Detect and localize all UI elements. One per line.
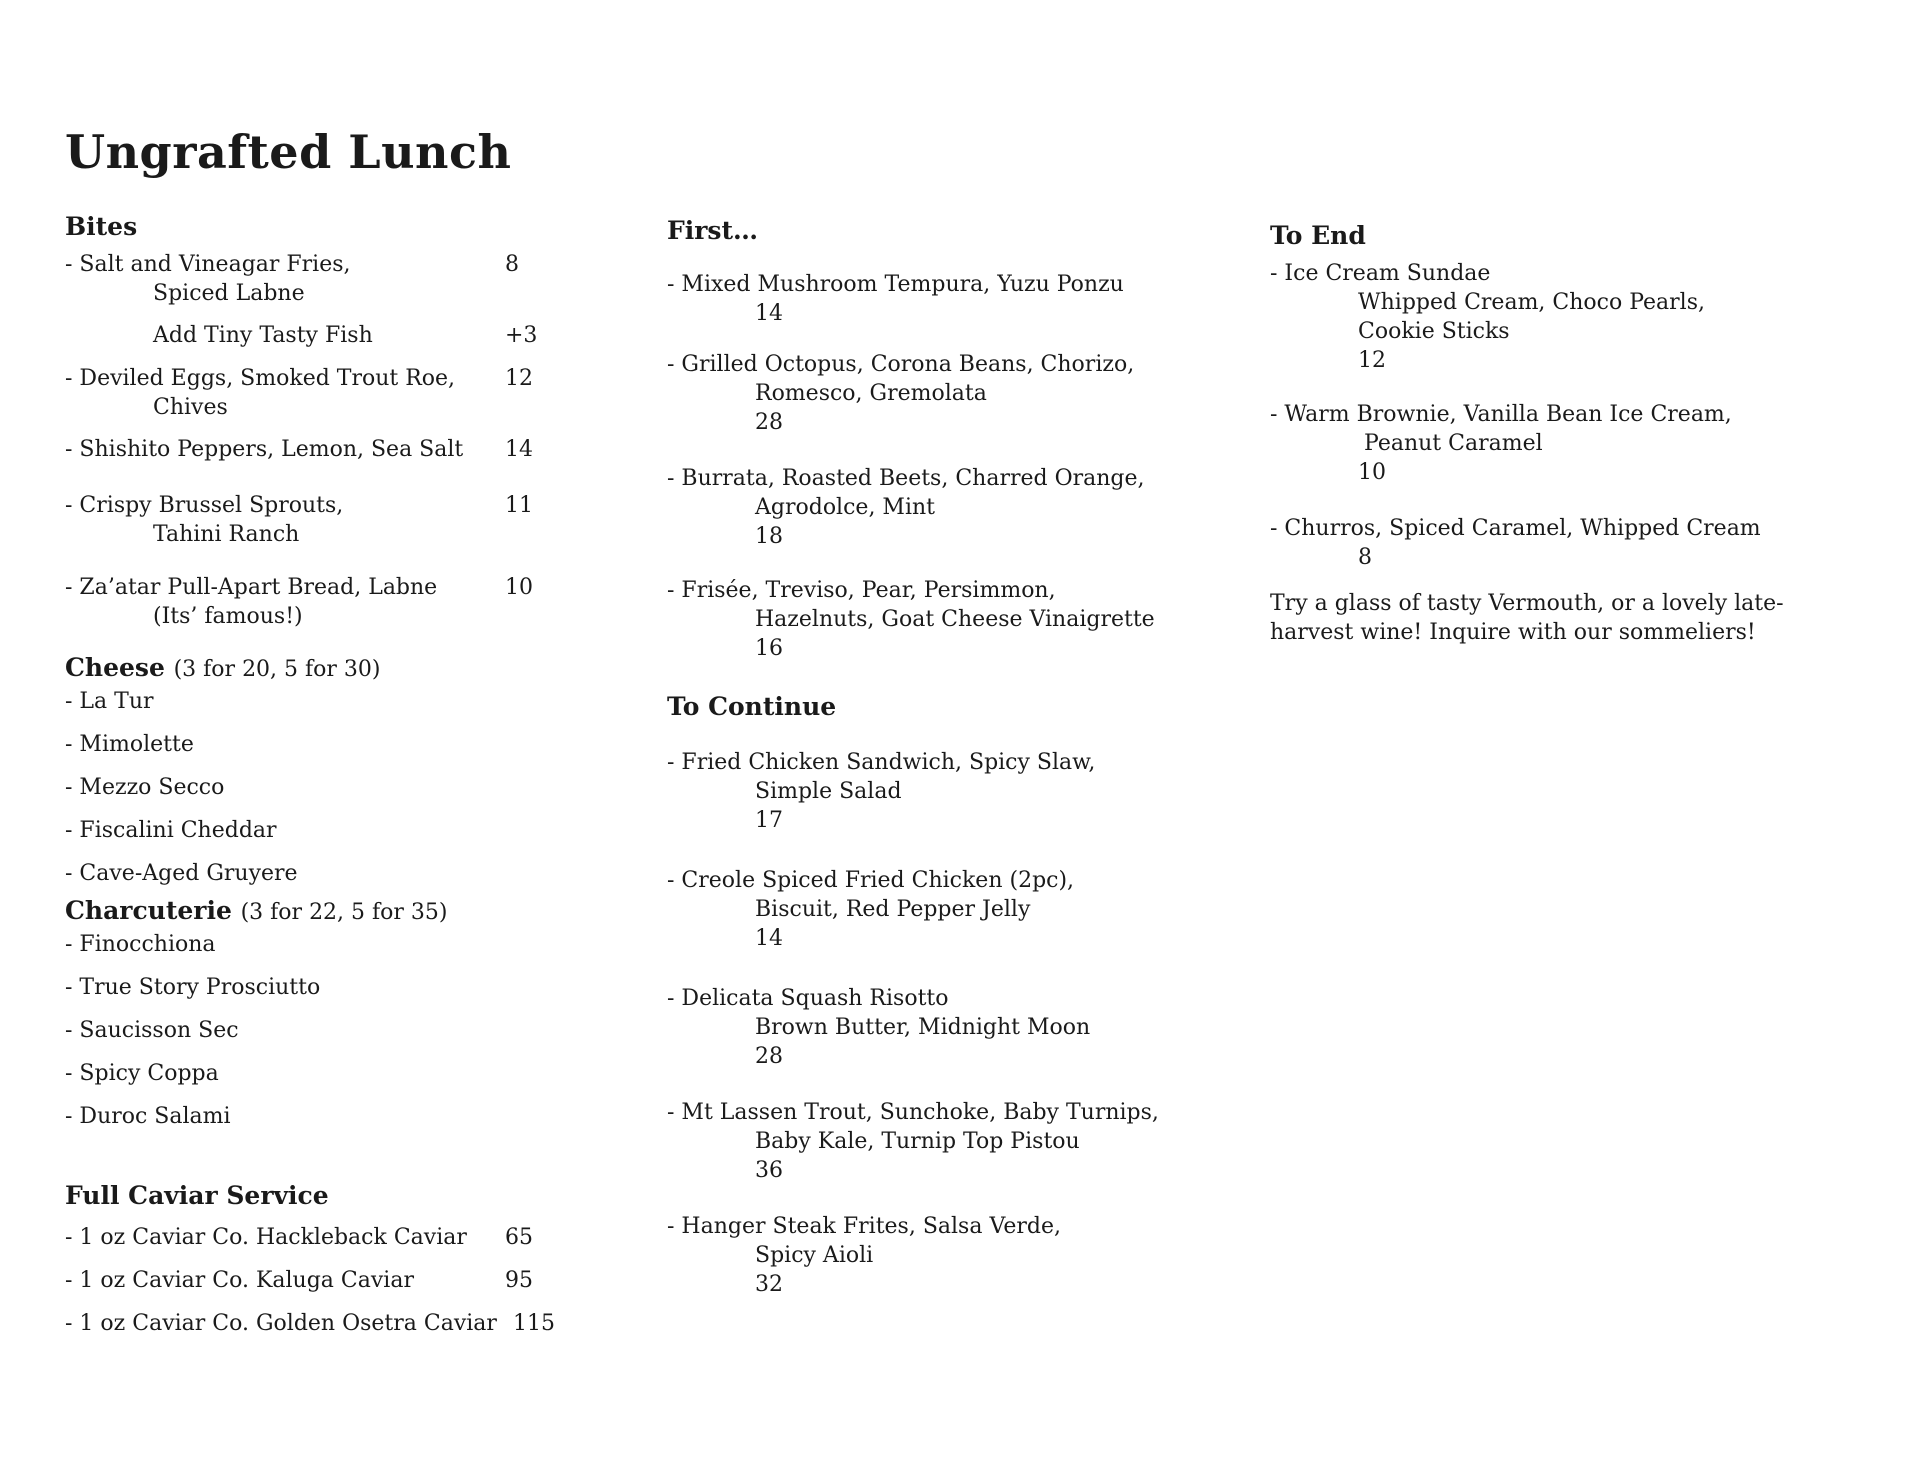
item-detail: Romesco, Gremolata [755,381,987,406]
item-price: 65 [505,1225,533,1250]
item-price: 8 [1358,545,1372,570]
item-detail: Peanut Caramel [1364,431,1543,456]
menu-item [667,1098,1227,1185]
sommelier-note: harvest wine! Inquire with our sommeliers! [1270,620,1756,645]
item-price: 28 [755,410,783,435]
list-item: - Cave-Aged Gruyere [65,861,298,886]
menu-item [667,1212,1227,1299]
item-detail: Cookie Sticks [1358,319,1510,344]
section-heading-continue: To Continue [667,692,837,721]
item-name: - Mixed Mushroom Tempura, Yuzu Ponzu [667,272,1124,297]
section-pricing-note: (3 for 22, 5 for 35) [240,900,448,925]
menu-item [65,573,605,631]
item-price: +3 [505,323,538,348]
item-name: - 1 oz Caviar Co. Hackleback Caviar [65,1225,467,1250]
item-name: - Hanger Steak Frites, Salsa Verde, [667,1214,1061,1239]
item-price: 32 [755,1272,783,1297]
list-item: - Saucisson Sec [65,1018,239,1043]
item-detail: (Its’ famous!) [153,604,303,629]
item-name: - Warm Brownie, Vanilla Bean Ice Cream, [1270,402,1732,427]
item-price: 8 [505,252,519,277]
item-name: - Za’atar Pull-Apart Bread, Labne [65,575,438,600]
menu-item [667,270,1227,328]
item-name: - Frisée, Treviso, Pear, Persimmon, [667,578,1056,603]
section-title: Cheese [65,653,165,682]
item-name: - Deviled Eggs, Smoked Trout Roe, [65,366,456,391]
item-price: 16 [755,636,783,661]
menu-item [667,576,1227,663]
item-price: 17 [755,808,783,833]
menu-item [667,350,1227,437]
list-item: - Spicy Coppa [65,1061,219,1086]
item-price: 14 [505,437,533,462]
menu-item [65,250,605,308]
list-item: - Mimolette [65,732,194,757]
item-name: - 1 oz Caviar Co. Golden Osetra Caviar [65,1311,497,1336]
item-detail: Brown Butter, Midnight Moon [755,1015,1091,1040]
list-item: - Fiscalini Cheddar [65,818,277,843]
list-item: - Mezzo Secco [65,775,225,800]
item-detail: Chives [153,395,228,420]
menu-item [65,491,605,549]
right-column [1270,219,1850,647]
list-item: - La Tur [65,689,154,714]
item-detail: Hazelnuts, Goat Cheese Vinaigrette [755,607,1155,632]
item-addon: Add Tiny Tasty Fish [153,323,373,348]
section-heading-cheese [65,651,605,687]
item-detail: Tahini Ranch [153,522,300,547]
section-heading-bites: Bites [65,212,138,241]
item-name: - Churros, Spiced Caramel, Whipped Cream [1270,516,1761,541]
item-name: - Shishito Peppers, Lemon, Sea Salt [65,437,464,462]
item-detail: Baby Kale, Turnip Top Pistou [755,1129,1080,1154]
item-price: 14 [755,301,783,326]
item-name: - Delicata Squash Risotto [667,986,949,1011]
menu-item [667,984,1227,1071]
menu-item [667,866,1227,953]
left-column [65,210,605,1338]
section-title: Charcuterie [65,896,232,925]
item-price: 12 [1358,348,1386,373]
sommelier-note: Try a glass of tasty Vermouth, or a lovely late- [1270,591,1784,616]
item-detail: Simple Salad [755,779,902,804]
menu-item [65,1266,605,1295]
menu-item [65,1309,605,1338]
item-price: 28 [755,1044,783,1069]
page-title: Ungrafted Lunch [65,125,512,179]
menu-item [65,1223,605,1252]
item-name: - Mt Lassen Trout, Sunchoke, Baby Turnips, [667,1100,1159,1125]
item-price: 18 [755,524,783,549]
item-name: - Crispy Brussel Sprouts, [65,493,344,518]
item-price: 11 [505,493,533,518]
section-heading-charcuterie [65,894,605,930]
menu-item [1270,400,1850,487]
item-name: - Grilled Octopus, Corona Beans, Chorizo, [667,352,1135,377]
item-name: - Ice Cream Sundae [1270,261,1491,286]
menu-item [65,364,605,422]
item-detail: Spiced Labne [153,281,305,306]
item-detail: Agrodolce, Mint [755,495,935,520]
item-price: 12 [505,366,533,391]
list-item: - Finocchiona [65,932,216,957]
item-price: 10 [1358,460,1386,485]
middle-column [667,214,1227,1299]
item-detail: Spicy Aioli [755,1243,874,1268]
list-item: - True Story Prosciutto [65,975,321,1000]
item-price: 95 [505,1268,533,1293]
item-detail: Biscuit, Red Pepper Jelly [755,897,1031,922]
item-price: 115 [513,1311,555,1336]
menu-item [1270,514,1850,572]
item-name: - Burrata, Roasted Beets, Charred Orange, [667,466,1145,491]
section-heading-end: To End [1270,221,1366,250]
list-item: - Duroc Salami [65,1104,231,1129]
menu-item [667,748,1227,835]
section-heading-first: First… [667,216,759,245]
item-name: - Fried Chicken Sandwich, Spicy Slaw, [667,750,1096,775]
section-heading-caviar: Full Caviar Service [65,1181,329,1210]
menu-item-addon [65,321,605,350]
item-price: 36 [755,1158,783,1183]
item-price: 14 [755,926,783,951]
item-detail: Whipped Cream, Choco Pearls, [1358,290,1706,315]
menu-item [1270,259,1850,375]
menu-item [65,435,605,464]
menu-item [667,464,1227,551]
item-name: - 1 oz Caviar Co. Kaluga Caviar [65,1268,414,1293]
item-name: - Creole Spiced Fried Chicken (2pc), [667,868,1075,893]
item-price: 10 [505,575,533,600]
item-name: - Salt and Vineagar Fries, [65,252,351,277]
section-pricing-note: (3 for 20, 5 for 30) [173,657,381,682]
